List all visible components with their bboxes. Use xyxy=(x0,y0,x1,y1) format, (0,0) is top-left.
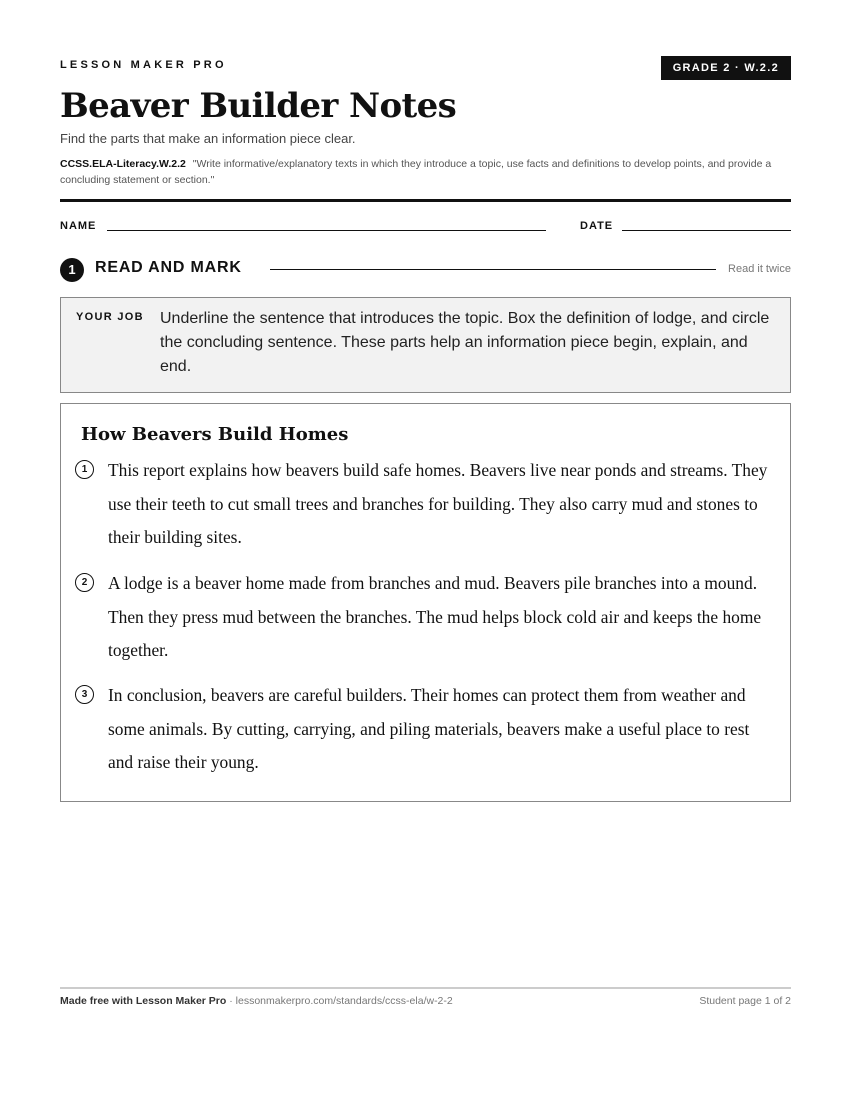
top-bar xyxy=(60,56,791,80)
instructions-label: YOUR JOB xyxy=(76,311,144,323)
header-divider xyxy=(60,199,791,202)
page-title: Beaver Builder Notes xyxy=(60,86,457,126)
paragraph-text[interactable]: In conclusion, beavers are careful builders. Their homes can protect them from weather and some animals. By cutting, carrying, and piling materials, beavers make a useful place to rest and raise their young. xyxy=(108,685,750,772)
paragraph-text[interactable]: This report explains how beavers build safe homes. Beavers live near ponds and streams. They use their teeth to cut small trees and branches for building. They also carry mud and stones to their building sites. xyxy=(108,460,768,547)
paragraph-number: 3 xyxy=(75,685,94,704)
grade-badge: GRADE 2 · W.2.2 xyxy=(661,56,791,80)
paragraph-text[interactable]: A lodge is a beaver home made from branches and mud. Beavers pile branches into a mound. Then they press mud between the branches. The mud helps block cold air and keeps the home together. xyxy=(108,573,762,660)
paragraph-number: 2 xyxy=(75,573,94,592)
paragraph-number: 1 xyxy=(75,460,94,479)
section-number: 1 xyxy=(60,258,84,282)
section-title: READ AND MARK xyxy=(95,259,242,276)
brand-name: LESSON MAKER PRO xyxy=(60,59,227,71)
name-label: NAME xyxy=(60,220,97,232)
standard-code: CCSS.ELA-Literacy.W.2.2 xyxy=(60,158,186,170)
passage-title: How Beavers Build Homes xyxy=(81,424,349,445)
standard-text: "Write informative/explanatory texts in which they introduce a topic, use facts and definitions to develop points, and provide a concluding statement or section." xyxy=(60,158,772,186)
section-note: Read it twice xyxy=(728,263,791,275)
section-rule xyxy=(270,269,716,270)
reading-passage xyxy=(60,403,791,802)
worksheet-page xyxy=(60,0,791,1100)
name-date-row xyxy=(60,219,791,235)
instructions-text: Underline the sentence that introduces the topic. Box the definition of lodge, and circle the concluding sentence. These parts help an information piece begin, explain, and end. xyxy=(160,310,770,375)
footer-url[interactable]: lessonmakerpro.com/standards/ccss-ela/w-2-2 xyxy=(235,995,453,1007)
section-header xyxy=(60,258,791,282)
instructions-box xyxy=(60,297,791,393)
page-subtitle: Find the parts that make an information piece clear. xyxy=(60,131,356,146)
footer xyxy=(60,995,791,1007)
standard-description xyxy=(60,156,791,188)
date-label: DATE xyxy=(580,220,614,232)
footer-divider xyxy=(60,987,791,989)
footer-separator: · xyxy=(229,995,233,1007)
date-field[interactable] xyxy=(622,230,791,231)
name-field[interactable] xyxy=(107,230,546,231)
footer-brand: Made free with Lesson Maker Pro xyxy=(60,995,227,1007)
page-number: Student page 1 of 2 xyxy=(699,995,791,1007)
